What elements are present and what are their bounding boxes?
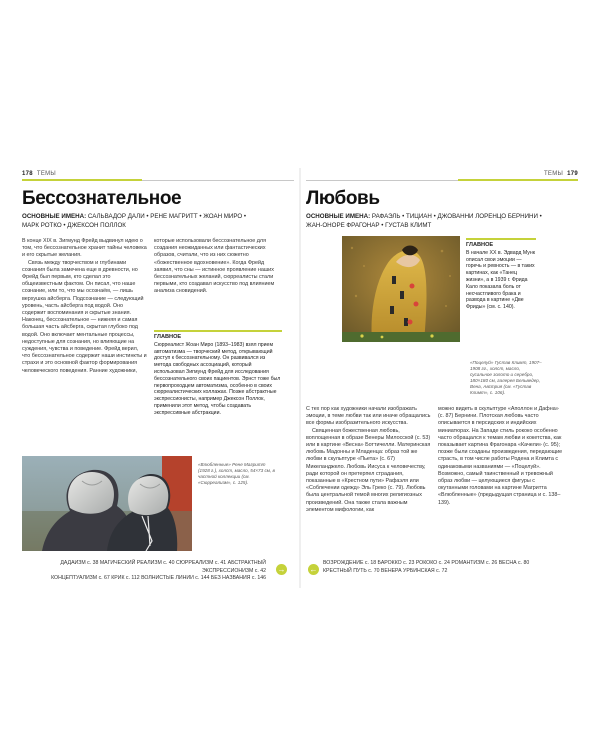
left-page	[22, 168, 294, 588]
right-column-1	[306, 406, 431, 514]
left-caption: «Влюбленные» Рене Магритт (1928 г.), холст, масло, 54×73 см, в частной коллекции (см. «Сюрреализм», с. 125).	[198, 462, 275, 485]
left-col1-para: В конце XIX в. Зигмунд Фрейд выдвинул идею о том, что бессознательное хранит тайны человека и его скрытые желания.	[22, 238, 147, 259]
left-key-box-text: Сюрреалист Жоан Миро (1893–1983) взял прием автоматизма — творческий метод, открывающий доступ к бессознательному. Он развивался из метода свободных ассоциаций, который использовал Зигмунд Фрейд для исследования бессознательного своих пациентов. Эрнст тоже был первопроходцем автоматизма, особенно в своих сюрреалистических коллажах. Позже абстрактные экспрессионисты, например Джексон Поллок, применили этот метод, чтобы создавать экспрессивные абстракции.	[154, 341, 281, 416]
right-col1-para: Священная божественная любовь, воплощенная в образе Венеры Милосской (с. 53) или в картине «Весна» Боттичелли. Материнская любовь Мадонны и Младенца: образ той же любви в скульптуре «Пьета» (с. 67) Микеланджело. Любовь Иисуса к человечеству, ради которой он претерпел страдания, показанные в «Крестном пути» Рафаэля или «Соблечении одежд» Эль Греко (с. 79). Любовь была центральной темой многих религиозных произведений. Она также стала важным элементом мифологии, как	[306, 427, 431, 513]
left-col2-para: которые использовали бессознательное для создания неожиданных или фантастических образов, считали, что из них сюжетно «божественное вдохновение». Когда Фрейд заявил, что сны — истинное проявление наших бессознательных желаний, сюрреалисты стали первыми, кто создавал искусство под влиянием анализа сновидений.	[154, 238, 275, 295]
right-names-list: РАФАЭЛЬ • ТИЦИАН • ДЖОВАННИ ЛОРЕНЦО БЕРНИНИ • ЖАН-ОНОРЕ ФРАГОНАР • ГУСТАВ КЛИМТ	[306, 213, 542, 229]
left-header-label: ТЕМЫ	[36, 171, 57, 177]
next-arrow-icon[interactable]: →	[277, 565, 286, 574]
right-caption: «Поцелуй» Густав Климт, 1907–1908 гг., холст, масло, сусальное золото и серебро, 180×180 см, галерея Бельведер, Вена, Австрия (см. «Густав Климт», с. 106).	[470, 360, 542, 395]
klimt-kiss-painting	[342, 236, 460, 342]
book-gutter	[299, 168, 301, 588]
left-key-box-bar	[154, 330, 282, 332]
right-header-accent-line	[458, 179, 578, 181]
left-column-1	[22, 238, 147, 375]
left-col1-para: Связь между творчеством и глубинами сознания была замечена еще в древности, но Фрейд был первым, кто сделал это общеизвестным фактом. Он писал, что наше сознание, или то, что мы осознаём, — лишь верхушка айсберга. Подсознание — следующий уровень, часть айсберга под водой. Оно содержит воспоминания и скрытые знания. Наконец, бессознательное — нижняя и самая большая часть айсберга, скрытая глубоко под водой. Оно включает ментальные процессы, недоступные для сознания, но влияющие на суждения, чувства и поведение. Фрейд верил, что бессознательное содержит наши инстинкты и страхи и это основной фактор формирования человеческого поведения. Ранние художники,	[22, 259, 147, 374]
left-page-header	[22, 171, 294, 181]
right-page-header	[306, 171, 578, 181]
left-footer-line[interactable]: КОНЦЕПТУАЛИЗМ с. 67 КРИК с. 112 ВОЛНИСТЫЕ ЛИНИИ с. 144 БЕЗ НАЗВАНИЯ с. 146	[51, 575, 266, 581]
right-key-box-bar	[466, 238, 536, 240]
right-key-names	[306, 213, 546, 230]
right-header-label: ТЕМЫ	[543, 171, 564, 177]
left-column-2	[154, 238, 282, 296]
left-names-label: ОСНОВНЫЕ ИМЕНА:	[22, 213, 87, 220]
left-footer-links	[36, 560, 266, 583]
right-key-box	[466, 238, 536, 311]
magritte-lovers-painting	[22, 456, 192, 551]
left-footer-line[interactable]: ДАДАИЗМ с. 38 МАГИЧЕСКИЙ РЕАЛИЗМ с. 40 СЮРРЕАЛИЗМ с. 41 АБСТРАКТНЫЙ ЭКСПРЕССИОНИЗМ с. 42	[60, 560, 266, 574]
right-column-2	[438, 406, 566, 507]
right-page	[306, 168, 578, 588]
left-header-accent-line	[22, 179, 142, 181]
left-key-box-label: ГЛАВНОЕ	[154, 334, 182, 340]
left-key-box	[154, 330, 282, 417]
right-col1-para: С тех пор как художники начали изображать эмоции, в теме любви так или иначе обращались все формы изобразительного искусства.	[306, 406, 431, 427]
left-names-list: САЛЬВАДОР ДАЛИ • РЕНЕ МАГРИТТ • ЖОАН МИРО • МАРК РОТКО • ДЖЕКСОН ПОЛЛОК	[22, 213, 247, 229]
right-footer-links	[323, 560, 568, 575]
left-page-number: 178	[22, 171, 33, 177]
left-key-names	[22, 213, 252, 230]
right-key-box-text: В начале XX в. Эдвард Мунк описал свои эмоции — горечь и ревность — в таких картинах, как «Танец жизни», а в 1939 г. Фрида Кало показала боль от несчастливого брака и развода в картине «Две Фриды» (см. с. 140).	[466, 249, 535, 311]
right-names-label: ОСНОВНЫЕ ИМЕНА:	[306, 213, 371, 220]
previous-arrow-icon[interactable]: ←	[309, 565, 318, 574]
lovers-painting-image	[22, 456, 192, 551]
right-footer-line[interactable]: КРЕСТНЫЙ ПУТЬ с. 70 ВЕНЕРА УРБИНСКАЯ с. 72	[323, 567, 448, 574]
kiss-painting-image	[342, 236, 460, 342]
right-col2-para: можно видеть в скульптуре «Аполлон и Дафна» (с. 87) Бернини. Плотская любовь часто описывается в персидских и индийских миниатюрах. На Западе стиль рококо особенно часто обращался к темам любви и кокетства, как показывает картина Фрагонара «Качели» (с. 95); позже были созданы произведения, передающие страсть, в том числе работы Родена и Климта с одинаковыми названиями — «Поцелуй». Возможно, самый таинственный и тревожный образ любви — целующиеся фигуры с окутанными головами на картине Магритта «Влюбленные» (предыдущая страница и с. 138–139).	[438, 406, 563, 506]
right-title: Любовь	[306, 188, 380, 209]
right-page-number: 179	[567, 171, 578, 177]
book-spread	[22, 168, 578, 588]
left-title: Бессознательное	[22, 188, 182, 209]
right-footer-line[interactable]: ВОЗРОЖДЕНИЕ с. 18 БАРОККО с. 23 РОКОКО с. 24 РОМАНТИЗМ с. 26 ВЕСНА с. 80	[323, 560, 530, 566]
right-key-box-label: ГЛАВНОЕ	[466, 242, 494, 248]
